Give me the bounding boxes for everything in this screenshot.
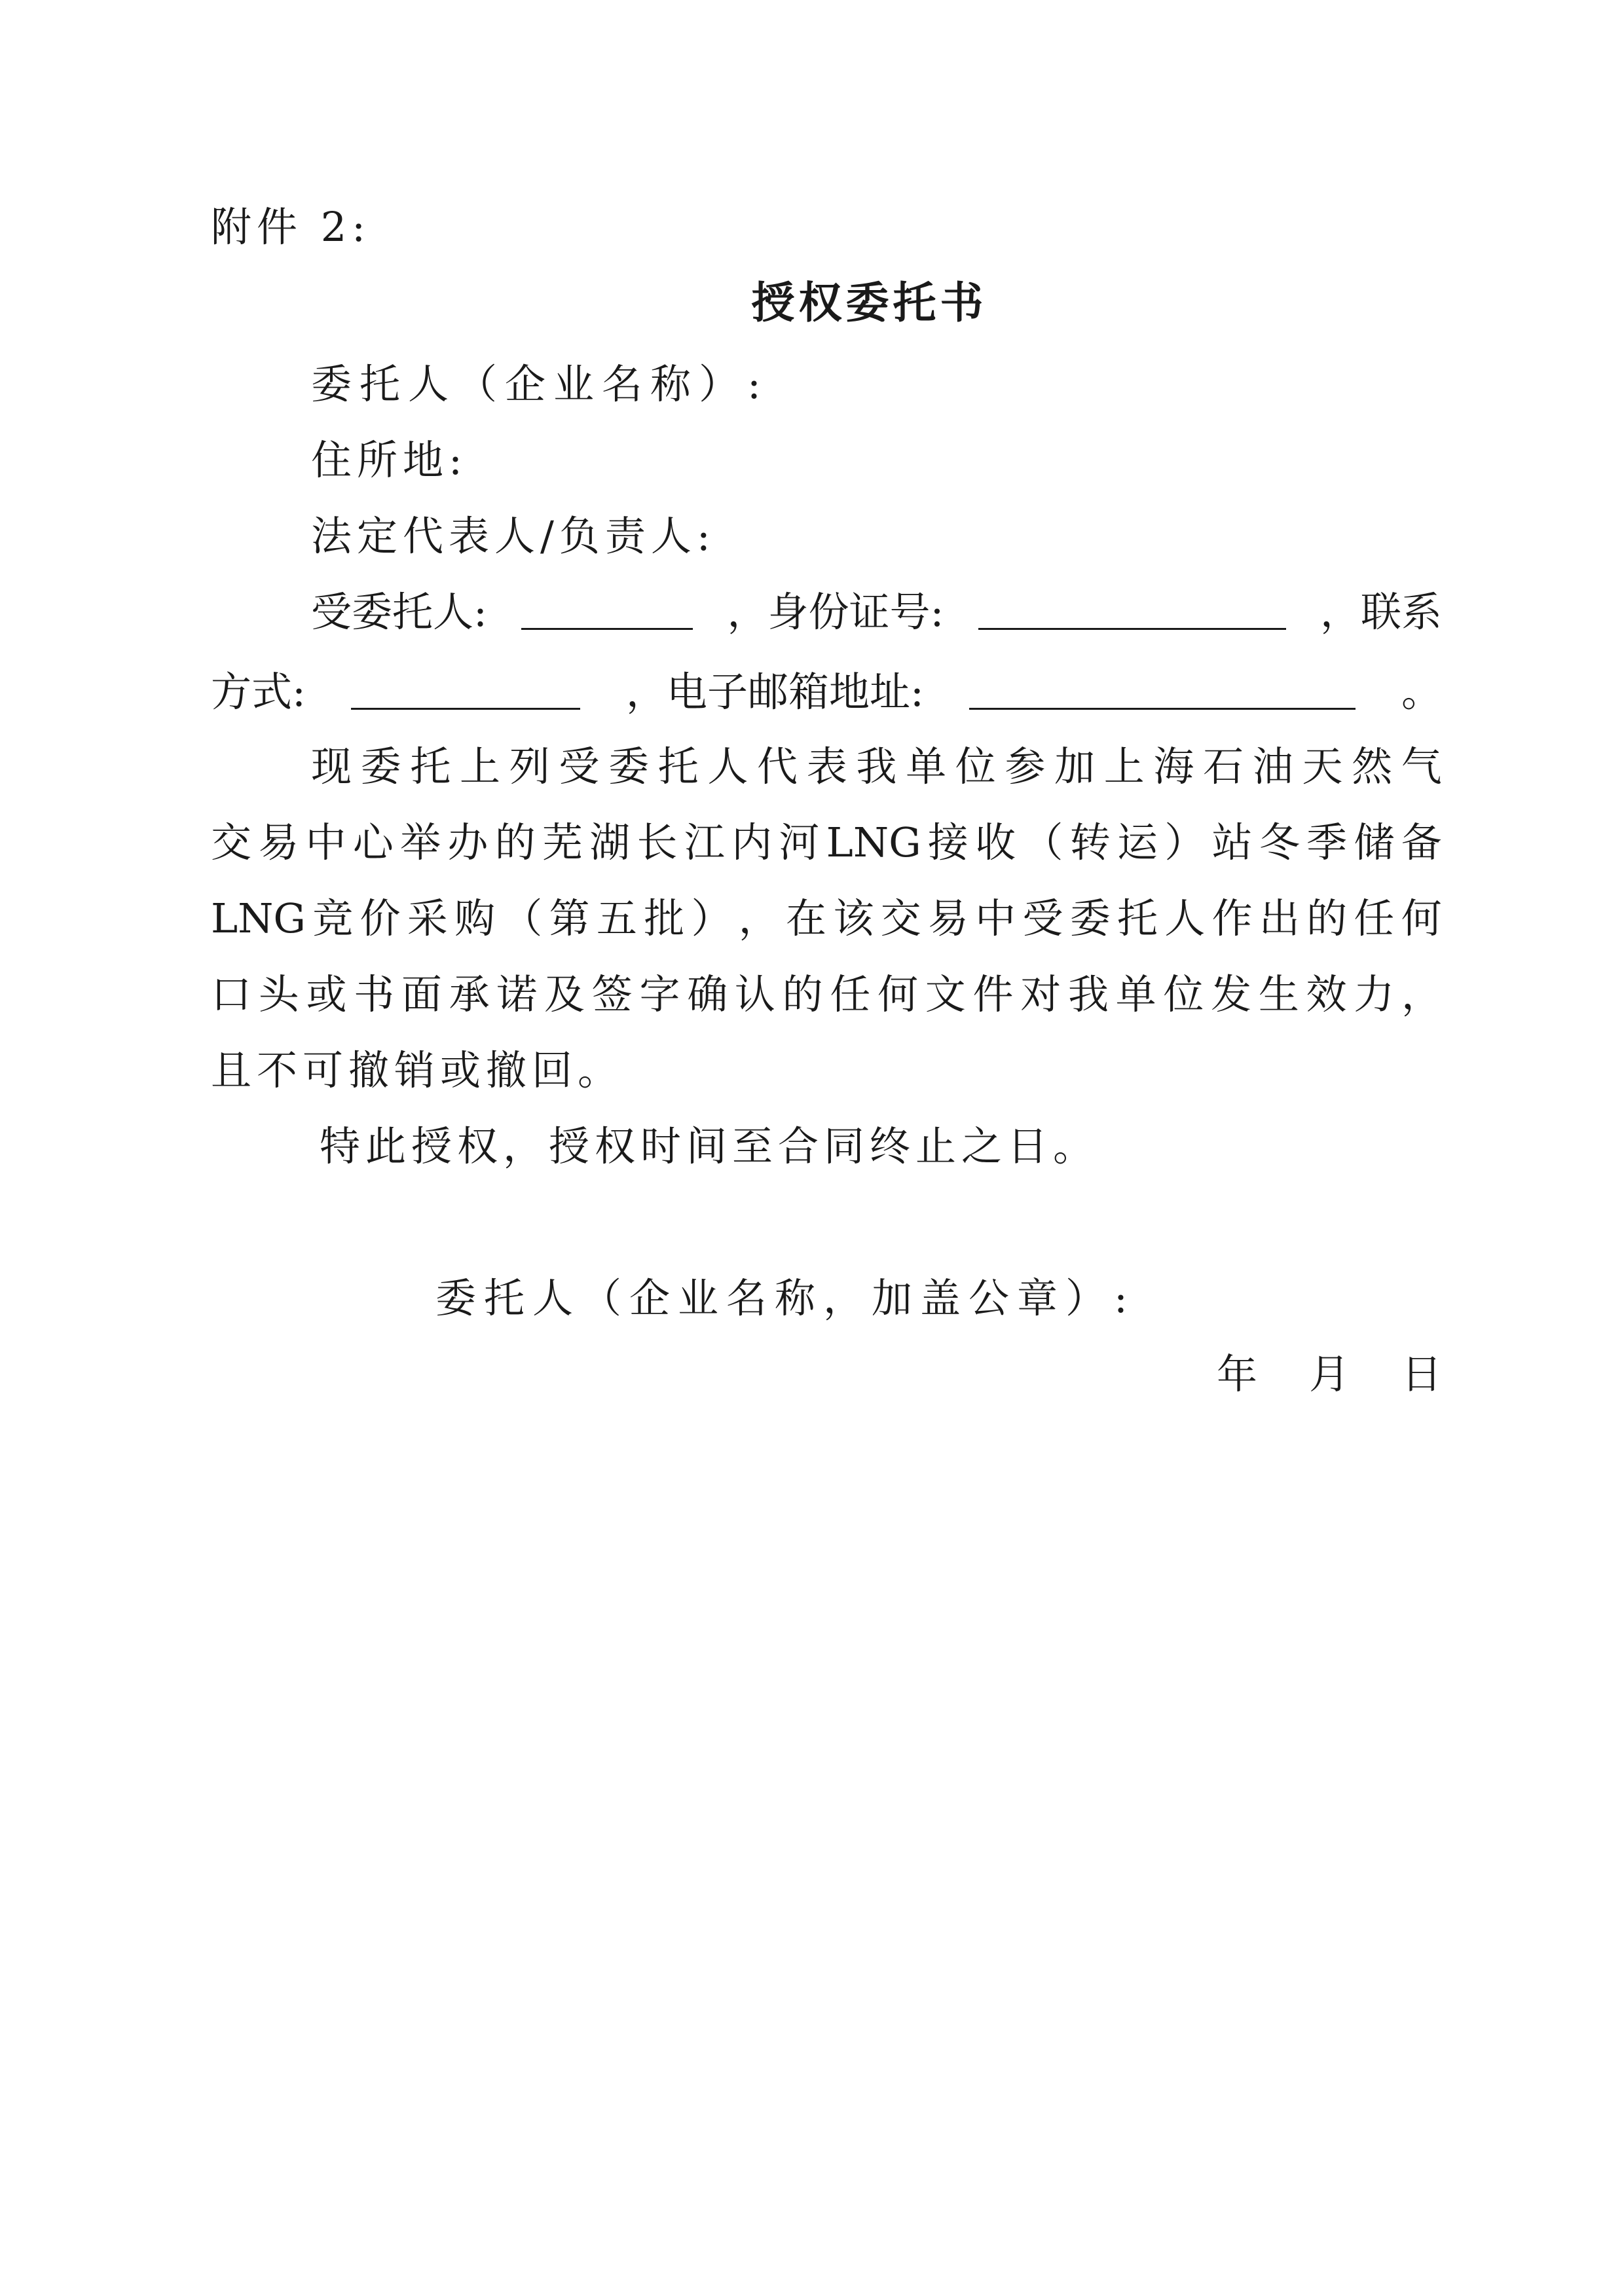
contact-blank bbox=[351, 708, 580, 710]
address-field-label: 住所地: bbox=[311, 436, 468, 484]
text-glyph: 接 bbox=[927, 818, 969, 866]
text-glyph: 及 bbox=[544, 970, 585, 1018]
text-glyph: 生 bbox=[1258, 970, 1299, 1018]
text-glyph: 委 bbox=[360, 743, 401, 790]
text-glyph: 现 bbox=[311, 743, 352, 790]
body-line-5: 且不可撤销或撤回。 bbox=[211, 1046, 624, 1094]
text-glyph: 受 bbox=[1022, 894, 1063, 942]
text-glyph: 然 bbox=[1352, 743, 1393, 790]
text-glyph: （ bbox=[502, 894, 543, 942]
body-line-1 bbox=[311, 743, 1442, 790]
line-end-period: 。 bbox=[1401, 668, 1442, 716]
text-glyph: 位 bbox=[1163, 970, 1204, 1018]
text-glyph: 转 bbox=[1069, 818, 1111, 866]
text-glyph: 心 bbox=[352, 818, 394, 866]
body-line-3 bbox=[211, 894, 1442, 942]
agent-line bbox=[311, 588, 1442, 636]
text-glyph: 的 bbox=[782, 970, 823, 1018]
text-glyph: 江 bbox=[684, 818, 725, 866]
text-glyph: 办 bbox=[447, 818, 489, 866]
text-glyph: 气 bbox=[1401, 743, 1442, 790]
text-glyph: ） bbox=[691, 894, 732, 942]
agent-label: 受委托人: bbox=[311, 588, 487, 636]
text-glyph: 单 bbox=[906, 743, 947, 790]
text-glyph: 季 bbox=[1306, 818, 1348, 866]
text-glyph: 备 bbox=[1401, 818, 1442, 866]
signature-label: 委托人（企业名称，加盖公章）: bbox=[435, 1274, 1135, 1322]
text-glyph: 第 bbox=[549, 894, 590, 942]
text-glyph: 参 bbox=[1005, 743, 1046, 790]
text-glyph: 受 bbox=[559, 743, 600, 790]
text-glyph: 面 bbox=[401, 970, 442, 1018]
text-glyph: 冬 bbox=[1259, 818, 1300, 866]
text-glyph: 天 bbox=[1302, 743, 1343, 790]
text-glyph: 运 bbox=[1117, 818, 1158, 866]
text-glyph: 上 bbox=[460, 743, 501, 790]
text-glyph: 确 bbox=[687, 970, 728, 1018]
text-glyph: 任 bbox=[1354, 894, 1395, 942]
text-glyph: 力 bbox=[1354, 970, 1395, 1018]
text-glyph: 油 bbox=[1252, 743, 1293, 790]
date-year: 年 bbox=[1217, 1350, 1258, 1398]
text-glyph: 我 bbox=[1067, 970, 1109, 1018]
text-glyph: 批 bbox=[644, 894, 685, 942]
text-glyph: 加 bbox=[1054, 743, 1096, 790]
text-glyph: 该 bbox=[833, 894, 874, 942]
text-glyph: 书 bbox=[354, 970, 395, 1018]
text-glyph: 湖 bbox=[589, 818, 631, 866]
text-glyph: 的 bbox=[1306, 894, 1348, 942]
text-glyph: 人 bbox=[707, 743, 748, 790]
text-glyph: LNG bbox=[211, 894, 306, 942]
date-day: 日 bbox=[1401, 1350, 1442, 1398]
contact-label-part1: ，联系 bbox=[1320, 588, 1442, 636]
text-glyph: 河 bbox=[779, 818, 820, 866]
text-glyph: 易 bbox=[927, 894, 969, 942]
text-glyph: 托 bbox=[657, 743, 699, 790]
id-number-blank bbox=[978, 628, 1286, 630]
text-glyph: 长 bbox=[637, 818, 678, 866]
text-glyph: 口 bbox=[211, 970, 252, 1018]
text-glyph: 收 bbox=[975, 818, 1016, 866]
contact-label-part2: 方式: bbox=[211, 668, 306, 716]
email-label: ，电子邮箱地址: bbox=[625, 668, 924, 716]
closing-statement: 特此授权，授权时间至合同终止之日。 bbox=[320, 1122, 1099, 1170]
text-glyph: 的 bbox=[494, 818, 536, 866]
text-glyph: 作 bbox=[1211, 894, 1253, 942]
text-glyph: 内 bbox=[731, 818, 773, 866]
text-glyph: 位 bbox=[955, 743, 996, 790]
text-glyph: ） bbox=[1164, 818, 1206, 866]
text-glyph: 芜 bbox=[542, 818, 583, 866]
text-glyph: 代 bbox=[757, 743, 798, 790]
text-glyph: 任 bbox=[830, 970, 871, 1018]
text-glyph: 举 bbox=[400, 818, 441, 866]
text-glyph: 竞 bbox=[312, 894, 354, 942]
text-glyph: （ bbox=[1022, 818, 1063, 866]
body-line-2 bbox=[211, 818, 1442, 866]
text-glyph: 承 bbox=[449, 970, 490, 1018]
text-glyph: 件 bbox=[972, 970, 1014, 1018]
text-glyph: 交 bbox=[211, 818, 252, 866]
text-glyph: ， bbox=[1401, 970, 1442, 1018]
contact-line bbox=[211, 668, 1442, 716]
text-glyph: 委 bbox=[1069, 894, 1111, 942]
text-glyph: 对 bbox=[1020, 970, 1061, 1018]
text-glyph: 何 bbox=[1401, 894, 1442, 942]
text-glyph: 头 bbox=[258, 970, 299, 1018]
text-glyph: 效 bbox=[1306, 970, 1347, 1018]
text-glyph: 托 bbox=[410, 743, 451, 790]
text-glyph: 表 bbox=[806, 743, 847, 790]
text-glyph: 价 bbox=[360, 894, 401, 942]
text-glyph: LNG bbox=[826, 818, 921, 866]
text-glyph: 单 bbox=[1115, 970, 1156, 1018]
principal-field-label: 委托人（企业名称）: bbox=[311, 360, 769, 408]
text-glyph: 签 bbox=[591, 970, 633, 1018]
text-glyph: 在 bbox=[786, 894, 827, 942]
text-glyph: 字 bbox=[639, 970, 680, 1018]
text-glyph: 何 bbox=[877, 970, 919, 1018]
text-glyph: 海 bbox=[1153, 743, 1194, 790]
id-label: ，身份证号: bbox=[727, 588, 944, 636]
text-glyph: 采 bbox=[407, 894, 448, 942]
text-glyph: 石 bbox=[1203, 743, 1244, 790]
text-glyph: 上 bbox=[1103, 743, 1145, 790]
text-glyph: 认 bbox=[734, 970, 775, 1018]
text-glyph: 文 bbox=[925, 970, 966, 1018]
text-glyph: 站 bbox=[1211, 818, 1253, 866]
agent-name-blank bbox=[521, 628, 693, 630]
date-line bbox=[1217, 1350, 1442, 1398]
text-glyph: ， bbox=[738, 894, 779, 942]
text-glyph: 发 bbox=[1211, 970, 1252, 1018]
text-glyph: 委 bbox=[608, 743, 650, 790]
legal-rep-field-label: 法定代表人/负责人: bbox=[311, 512, 716, 560]
text-glyph: 出 bbox=[1259, 894, 1300, 942]
text-glyph: 中 bbox=[305, 818, 346, 866]
text-glyph: 我 bbox=[856, 743, 897, 790]
text-glyph: 人 bbox=[1164, 894, 1206, 942]
text-glyph: 购 bbox=[454, 894, 496, 942]
text-glyph: 或 bbox=[306, 970, 347, 1018]
text-glyph: 易 bbox=[258, 818, 299, 866]
text-glyph: 列 bbox=[509, 743, 550, 790]
text-glyph: 储 bbox=[1354, 818, 1395, 866]
text-glyph: 五 bbox=[596, 894, 637, 942]
date-month: 月 bbox=[1308, 1350, 1350, 1398]
text-glyph: 诺 bbox=[496, 970, 538, 1018]
document-title: 授权委托书 bbox=[751, 278, 987, 328]
attachment-label: 附件 2: bbox=[211, 203, 371, 251]
text-glyph: 托 bbox=[1117, 894, 1158, 942]
text-glyph: 中 bbox=[975, 894, 1016, 942]
email-blank bbox=[969, 708, 1356, 710]
body-line-4 bbox=[211, 970, 1442, 1018]
text-glyph: 交 bbox=[880, 894, 921, 942]
